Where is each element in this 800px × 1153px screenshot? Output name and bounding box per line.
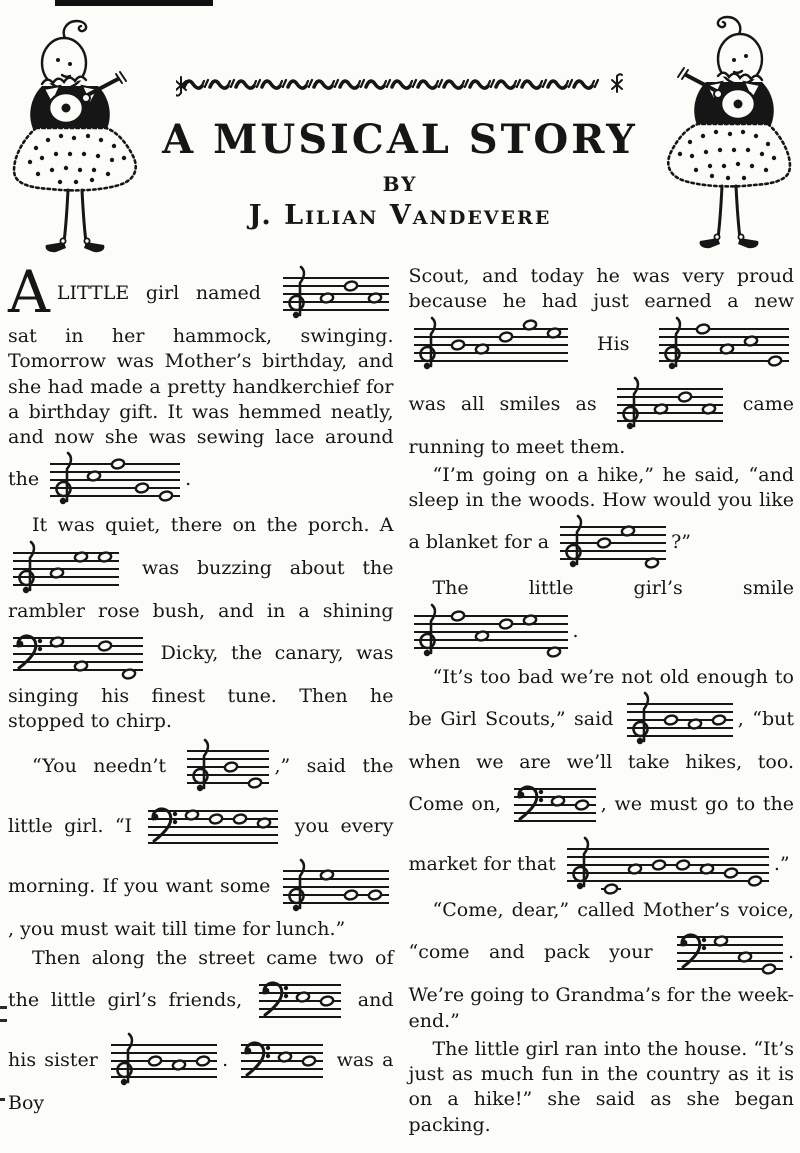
music-staff-ada	[281, 264, 391, 324]
paragraph: The little girl’s smile .	[409, 576, 795, 661]
rope-divider-ornament	[176, 72, 624, 104]
music-staff-ed	[512, 775, 598, 835]
paragraph: “You needn’t ,” said the little girl. “I you every morning. If you want some , you must wait till time for lunch.”	[8, 737, 394, 942]
clown-banjo-figure-right	[656, 14, 798, 258]
paragraph: “I’m going on a hike,” he said, “and sleep in the woods. How would you like a blanket for a ?”	[409, 463, 795, 574]
scan-artifact	[55, 0, 213, 6]
music-staff-badge	[412, 315, 570, 375]
music-staff-egg	[281, 857, 391, 917]
music-staff-ed	[257, 971, 343, 1031]
music-staff-ada	[615, 375, 725, 435]
paragraph: ALITTLE girl named sat in her hammock, swinging. Tomorrow was Mother’s birthday, and she had made a pretty handkerchief for a birthday gift. It was hemmed neatly, and now she was sewing lace around the .	[8, 264, 394, 510]
scan-artifact	[0, 1006, 7, 1022]
music-staff-faded	[412, 602, 570, 662]
music-staff-bee	[11, 539, 121, 599]
music-staff-feed	[146, 797, 280, 857]
paragraph: “Come, dear,” called Mother’s voice, “come and pack your . We’re going to Grandma’s for the week-end.”	[408, 899, 794, 1032]
music-staff-bab	[109, 1031, 219, 1091]
drop-cap: A	[8, 258, 50, 326]
paragraph: It was quiet, there on the porch. A was buzzing about the rambler rose bush, and in a shining Dicky, the canary, was singing his finest tune. Then he stopped to chirp.	[8, 514, 394, 733]
music-staff-bab	[625, 690, 735, 750]
paragraph: “It’s too bad we’re not old enough to be Girl Scouts,” said , “but when we are we’ll take hikes, too. Come on, , we must go to the market for that .”	[409, 665, 795, 896]
music-staff-bed	[558, 513, 668, 573]
left-column	[8, 258, 394, 1141]
music-staff-cabbage	[565, 835, 771, 895]
scan-artifact	[0, 1098, 5, 1101]
right-column	[409, 264, 795, 1141]
music-staff-cage	[11, 624, 145, 684]
author-name: J. Lilian Vandevere	[248, 200, 552, 231]
page-title: A MUSICAL STORY	[162, 116, 638, 163]
music-staff-beg	[185, 737, 271, 797]
clown-banjo-figure-left	[6, 18, 148, 262]
music-staff-bag	[675, 923, 785, 983]
music-staff-edge	[48, 450, 182, 510]
music-staff-ed	[239, 1031, 325, 1091]
header	[150, 116, 650, 231]
paragraph: The little girl ran into the house. “It’s just as much fun in the country as it is on a hike!” she said as she began packing.	[408, 1037, 794, 1136]
paragraph: Then along the street came two of the little girl’s friends, and his sister . was a Boy	[8, 946, 394, 1114]
byline-label: BY	[382, 172, 418, 196]
story-columns	[8, 258, 794, 1141]
music-staff-face	[657, 315, 791, 375]
paragraph: Scout, and today he was very proud because he had just earned a new His was all smiles as came running to meet them.	[408, 265, 794, 458]
